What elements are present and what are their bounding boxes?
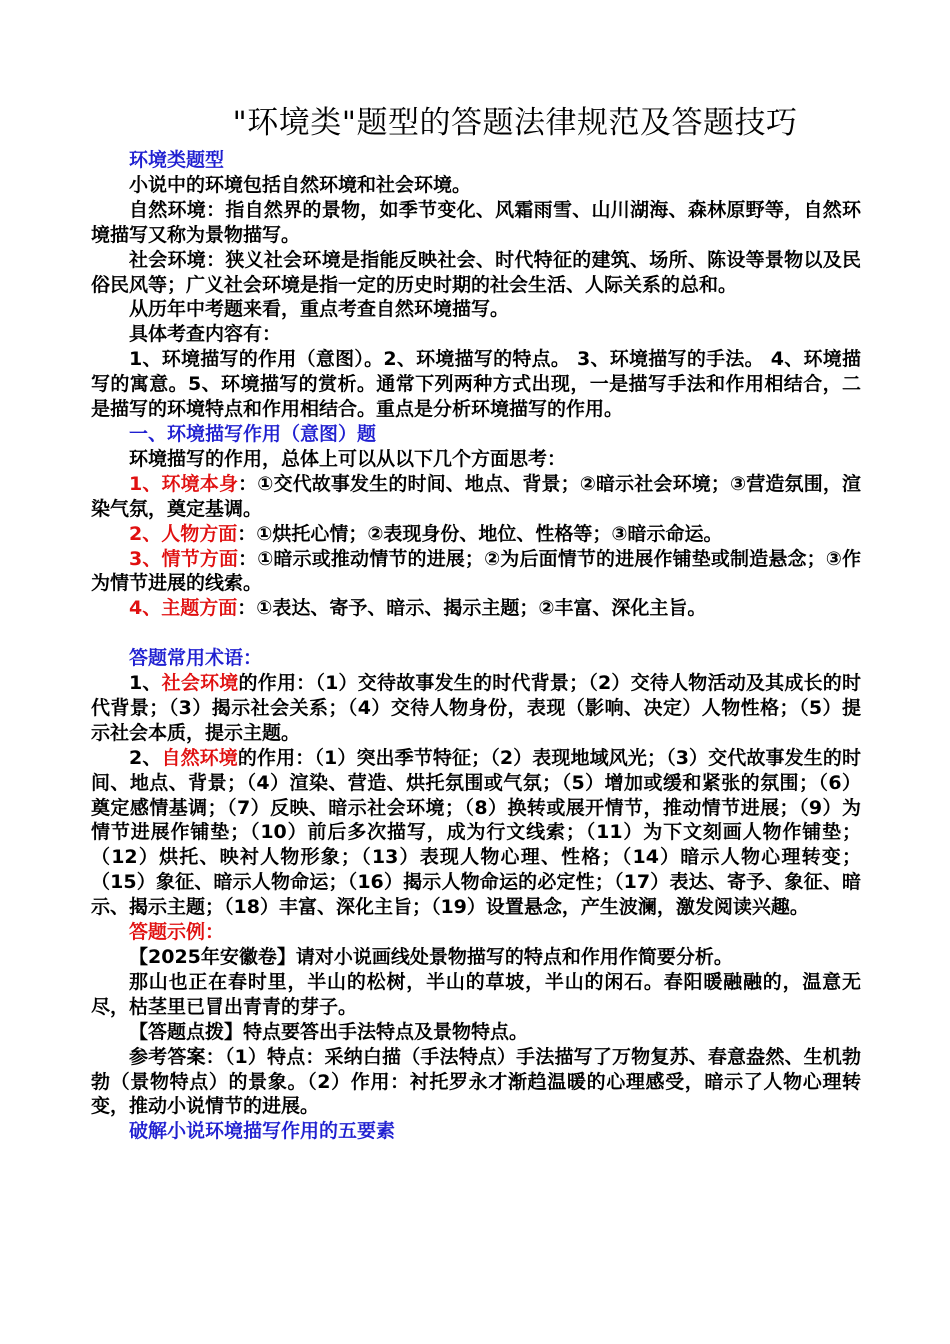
- item-text: ：①烘托心情；②表现身份、地位、性格等；③暗示命运。: [237, 522, 723, 545]
- item-plot-aspect: [91, 547, 861, 597]
- blank-line: [91, 621, 861, 646]
- paragraph-passage: 那山也正在春时里，半山的松树，半山的草坡，半山的闲石。春阳暖融融的，温意无尽，枯茎里已冒出青青的芽子。: [91, 970, 861, 1018]
- heading-common-terms: 答题常用术语：: [129, 647, 263, 670]
- paragraph-natural-environment: 自然环境：指自然界的景物，如季节变化、风霜雨雪、山川湖海、森林原野等，自然环境描写又称为景物描写。: [91, 198, 861, 246]
- item-label: 1、环境本身: [129, 472, 239, 495]
- document-body: [91, 148, 861, 1144]
- term-text: 的作用：（1）交待故事发生的时代背景；（2）交待人物活动及其成长的时代背景；（3）揭示社会关系；（4）交待人物身份，表现（影响、决定）人物性格；（5）提示社会本质，提示主题。: [91, 672, 861, 744]
- term-number: 2、: [129, 746, 162, 769]
- paragraph-content-intro: 具体考查内容有：: [129, 323, 282, 346]
- item-label: 3、情节方面: [129, 547, 239, 570]
- paragraph-think: 环境描写的作用，总体上可以从以下几个方面思考：: [129, 447, 567, 470]
- item-theme-aspect: [91, 596, 861, 621]
- paragraph-social-environment: 社会环境：狭义社会环境是指能反映社会、时代特征的建筑、场所、陈设等景物以及民俗民风等；广义社会环境是指一定的历史时期的社会生活、人际关系的总和。: [91, 248, 861, 296]
- term-social-environment: [91, 671, 861, 746]
- term-label: 自然环境: [161, 746, 238, 769]
- paragraph-content-list: 1、环境描写的作用（意图）。2、环境描写的特点。 3、环境描写的手法。 4、环境描写的寓意。5、环境描写的赏析。通常下列两种方式出现，一是描写手法和作用相结合，二是描写的环境特点和作用相结合。重点是分析环境描写的作用。: [91, 348, 861, 421]
- term-number: 1、: [129, 672, 162, 695]
- paragraph-exam-focus: 从历年中考题来看，重点考查自然环境描写。: [129, 298, 510, 321]
- page-title: "环境类"题型的答题法律规范及答题技巧: [232, 105, 798, 141]
- item-text: ：①交代故事发生的时间、地点、背景；②暗示社会环境；③营造氛围，渲染气氛，奠定基调。: [91, 472, 861, 520]
- term-natural-environment: [91, 746, 861, 920]
- item-label: 2、人物方面: [129, 522, 238, 545]
- item-text: ：①表达、寄予、暗示、揭示主题；②丰富、深化主旨。: [237, 597, 707, 620]
- paragraph-answer: 参考答案：（1）特点：采纳白描（手法特点）手法描写了万物复苏、春意盎然、生机勃勃（景物特点）的景象。（2）作用：衬托罗永才渐趋温暖的心理感受，暗示了人物心理转变，推动小说情节的进展。: [91, 1045, 861, 1118]
- heading-answer-example: 答题示例：: [129, 921, 225, 944]
- item-environment-itself: [91, 472, 861, 522]
- heading-five-elements: 破解小说环境描写作用的五要素: [129, 1120, 396, 1143]
- heading-environment-type: 环境类题型: [129, 149, 225, 171]
- paragraph-intro: 小说中的环境包括自然环境和社会环境。: [129, 173, 472, 196]
- paragraph-question: 【2025年安徽卷】请对小说画线处景物描写的特点和作用作简要分析。: [129, 945, 733, 968]
- item-label: 4、主题方面: [129, 597, 238, 620]
- term-text: 的作用：（1）突出季节特征；（2）表现地域风光；（3）交代故事发生的时间、地点、背景；（4）渲染、营造、烘托氛围或气氛；（5）增加或缓和紧张的氛围；（6）奠定感情基调；（7）反映、暗示社会环境；（8）换转或展开情节，推动情节进展；（9）为情节进展作铺垫；（10）前后多次描写，成为行文线索；（11）为下文刻画人物作铺垫；（12）烘托、映衬人物形象；（13）表现人物心理、性格；（14）暗示人物心理转变；（15）象征、暗示人物命运；（16）揭示人物命运的必定性；（17）表达、寄予、象征、暗示、揭示主题；（18）丰富、深化主旨；（19）设置悬念，产生波澜，激发阅读兴趣。: [91, 746, 861, 919]
- item-character-aspect: [91, 522, 861, 547]
- item-text: ：①暗示或推动情节的进展；②为后面情节的进展作铺垫或制造悬念；③作为情节进展的线索。: [91, 547, 861, 595]
- paragraph-hint: 【答题点拨】特点要答出手法特点及景物特点。: [129, 1020, 529, 1043]
- heading-section-one: 一、环境描写作用（意图）题: [129, 422, 377, 445]
- term-label: 社会环境: [161, 672, 239, 695]
